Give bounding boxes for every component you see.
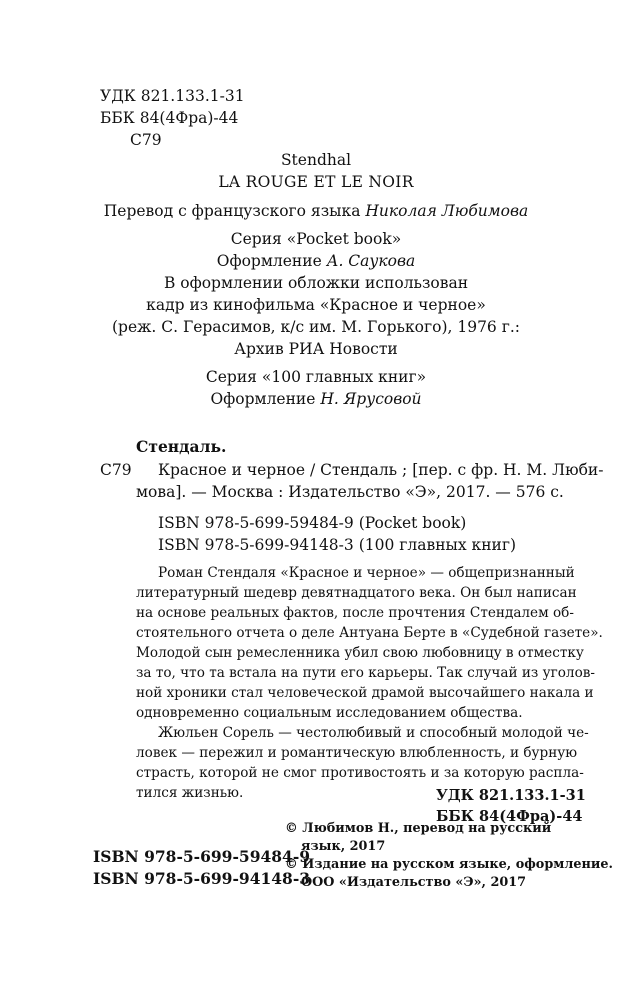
bbk-code: ББК 84(4Фра)-44 xyxy=(100,109,239,127)
annotation-line: Жюльен Сорель — честолюбивый и способный молодой че- xyxy=(158,725,589,741)
catalog-isbn-block xyxy=(158,512,516,556)
author-mark: С79 xyxy=(130,131,162,149)
catalog-entry-line: мова]. — Москва : Издательство «Э», 2017. — 576 с. xyxy=(136,483,564,501)
catalog-author-heading: Стендаль. xyxy=(136,437,227,456)
cover-credit-line: кадр из кинофильма «Красное и черное» xyxy=(146,296,486,314)
catalog-entry-line: Красное и черное / Стендаль ; [пер. с фр. Н. М. Люби- xyxy=(158,461,604,479)
udk-code: УДК 821.133.1-31 xyxy=(100,87,245,105)
annotation-line: страсть, которой не смог противостоять и за которую распла- xyxy=(136,765,584,781)
cover-credit-line: (реж. С. Герасимов, к/с им. М. Горького), 1976 г.: xyxy=(111,318,520,336)
copyright-block xyxy=(285,820,613,892)
udk-code-bottom: УДК 821.133.1-31 xyxy=(436,787,586,804)
catalog-isbn: ISBN 978-5-699-94148-3 (100 главных книг) xyxy=(158,536,517,554)
cover-credit xyxy=(96,272,536,360)
original-author: Stendhal xyxy=(280,151,352,169)
annotation-line: стоятельного отчета о деле Антуана Берте в «Судебной газете». xyxy=(136,625,603,641)
annotation-line: Молодой сын ремесленника убил свою любовницу в отместку xyxy=(136,645,584,661)
series1-designer: А. Саукова xyxy=(326,252,416,270)
isbn-pocket-book: ISBN 978-5-699-59484-9 xyxy=(93,847,311,866)
bbk-code-bottom: ББК 84(4Фра)-44 xyxy=(436,808,583,825)
cover-credit-line: В оформлении обложки использован xyxy=(163,274,469,292)
series-100-books xyxy=(96,366,536,410)
isbn-bottom xyxy=(93,846,310,890)
classification-top xyxy=(100,85,245,151)
annotation-line: тился жизнью. xyxy=(136,785,244,801)
cover-credit-line: Архив РИА Новости xyxy=(234,340,398,358)
copyright-publisher: ООО «Издательство «Э», 2017 xyxy=(301,875,527,890)
annotation-line: ной хроники стал человеческой драмой высочайшего накала и xyxy=(136,685,594,701)
annotation-line: одновременно социальным исследованием общества. xyxy=(136,705,523,721)
copyright-edition: © Издание на русском языке, оформление. xyxy=(285,857,614,872)
catalog-isbn: ISBN 978-5-699-59484-9 (Pocket book) xyxy=(158,514,467,532)
series1-name: Серия «Pocket book» xyxy=(230,230,402,248)
series2-design-prefix: Оформление xyxy=(210,390,316,408)
annotation-line: литературный шедевр девятнадцатого века. Он был написан xyxy=(136,585,577,601)
translation-credit xyxy=(96,200,536,222)
translator-name: Николая Любимова xyxy=(365,202,529,220)
translation-prefix: Перевод с французского языка xyxy=(103,202,361,220)
annotation xyxy=(136,563,603,803)
original-title: LA ROUGE ET LE NOIR xyxy=(218,173,414,191)
copyright-translation: © Любимов Н., перевод на русский xyxy=(285,821,552,836)
series1-design-prefix: Оформление xyxy=(216,252,322,270)
annotation-line: ловек — пережил и романтическую влюбленность, и бурную xyxy=(136,745,578,761)
series2-name: Серия «100 главных книг» xyxy=(205,368,427,386)
catalog-entry xyxy=(136,459,604,503)
series-pocket-book xyxy=(96,228,536,272)
annotation-line: за то, что та встала на пути его карьеры. Так случай из уголов- xyxy=(136,665,596,681)
original-title-block xyxy=(96,149,536,193)
annotation-line: на основе реальных фактов, после прочтения Стендалем об- xyxy=(136,605,574,621)
annotation-line: Роман Стендаля «Красное и черное» — общепризнанный xyxy=(158,565,575,581)
copyright-translation-year: язык, 2017 xyxy=(301,839,386,854)
catalog-code: С79 xyxy=(100,461,132,479)
series2-designer: Н. Ярусовой xyxy=(320,390,422,408)
isbn-100-books: ISBN 978-5-699-94148-3 xyxy=(93,869,311,888)
